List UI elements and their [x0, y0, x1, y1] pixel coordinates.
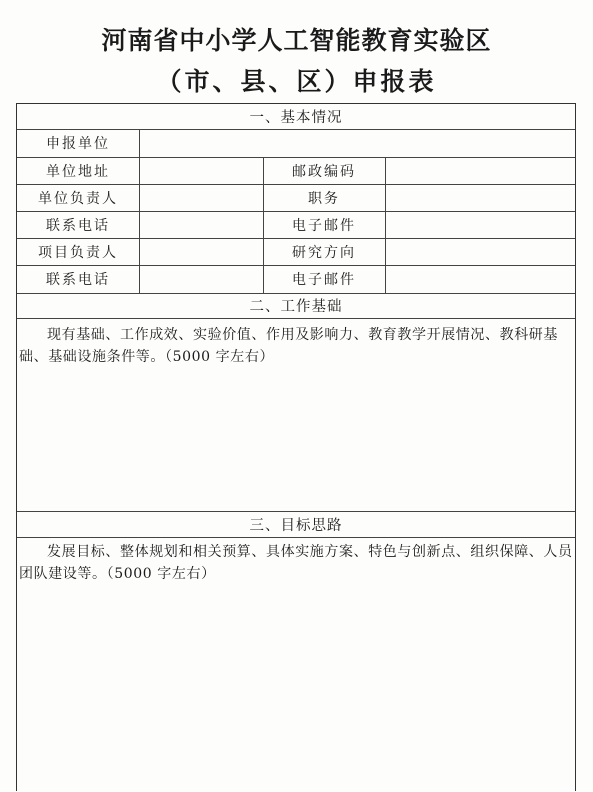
label-contact-phone: 联系电话 [46, 217, 110, 234]
label-unit-address: 单位地址 [46, 163, 110, 180]
label-email: 电子邮件 [292, 217, 356, 234]
section-heading-basic-info: 一、基本情况 [249, 110, 343, 126]
label-unit-head: 单位负责人 [38, 190, 118, 207]
field-unit-address[interactable] [139, 157, 263, 184]
label-position: 职务 [308, 190, 340, 207]
label-applicant-unit: 申报单位 [46, 136, 110, 152]
divider [17, 318, 575, 319]
divider [385, 157, 386, 293]
label-research-direction: 研究方向 [292, 244, 356, 261]
field-unit-head[interactable] [139, 184, 263, 211]
field-goals[interactable] [17, 589, 575, 792]
field-work-foundation[interactable] [17, 372, 575, 511]
section-heading-work-foundation: 二、工作基础 [249, 299, 343, 315]
label-postal-code: 邮政编码 [292, 163, 356, 180]
form-title-line2: （市、县、区）申报表 [156, 67, 437, 96]
section-heading-goals: 三、目标思路 [249, 517, 343, 534]
label-email-2: 电子邮件 [292, 272, 356, 288]
divider [139, 129, 140, 293]
label-contact-phone-2: 联系电话 [46, 272, 110, 288]
form-title-line1: 河南省中小学人工智能教育实验区 [101, 26, 492, 55]
field-position[interactable] [385, 184, 575, 211]
divider [17, 537, 575, 538]
field-postal-code[interactable] [385, 157, 575, 184]
label-project-lead: 项目负责人 [38, 244, 118, 261]
field-contact-phone-2[interactable] [139, 265, 263, 293]
field-project-lead[interactable] [139, 238, 263, 265]
field-research-direction[interactable] [385, 238, 575, 265]
field-contact-phone[interactable] [139, 211, 263, 238]
section-description-goals: 发展目标、整体规划和相关预算、具体实施方案、特色与创新点、组织保障、人员团队建设等。（5000 字左右） [19, 544, 573, 582]
section-description-work-foundation: 现有基础、工作成效、实验价值、作用及影响力、教育教学开展情况、教科研基础、基础设施条件等。（5000 字左右） [19, 327, 558, 365]
field-applicant-unit[interactable] [139, 129, 575, 157]
field-email-2[interactable] [385, 265, 575, 293]
divider [263, 157, 264, 293]
field-email[interactable] [385, 211, 575, 238]
application-form-table [16, 103, 576, 791]
